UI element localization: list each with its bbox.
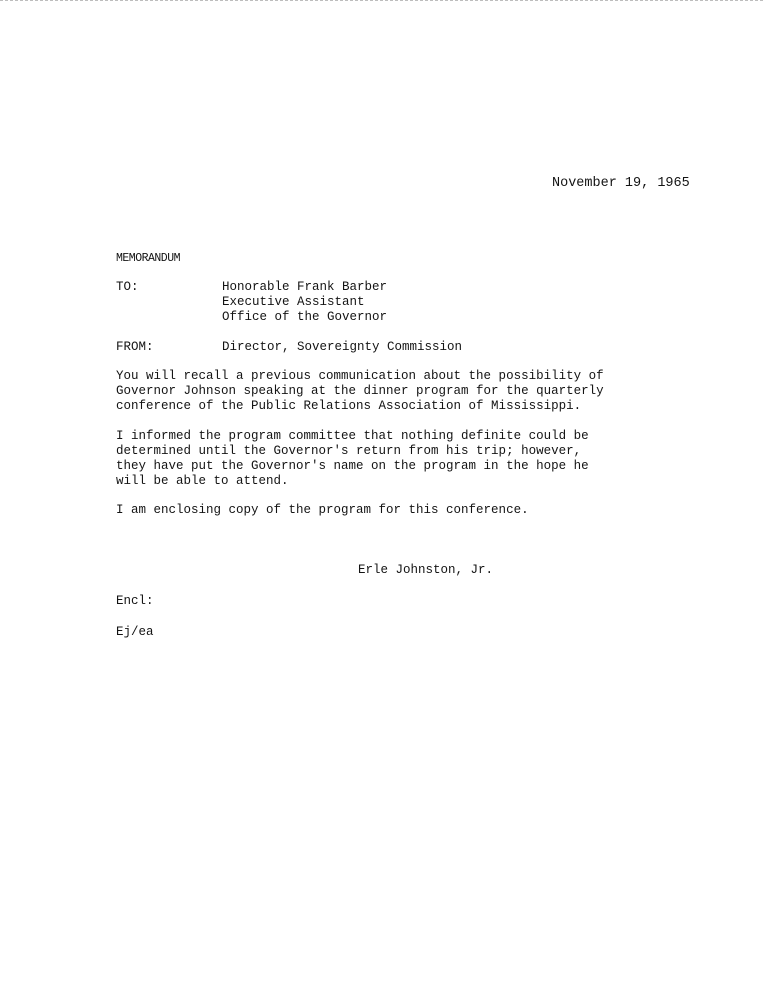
paragraph-line: conference of the Public Relations Association of Mississippi. (116, 399, 582, 413)
to-label: TO: (116, 280, 139, 294)
body-paragraph-2 (116, 429, 589, 489)
paragraph-line: will be able to attend. (116, 474, 289, 488)
paragraph-line: I informed the program committee that nothing definite could be (116, 429, 589, 443)
to-line-name: Honorable Frank Barber (222, 280, 388, 294)
from-label: FROM: (116, 340, 154, 354)
body-paragraph-1 (116, 369, 604, 414)
paragraph-line: You will recall a previous communication about the possibility of (116, 369, 604, 383)
paragraph-line: they have put the Governor's name on the program in the hope he (116, 459, 589, 473)
body-paragraph-3 (116, 503, 529, 518)
paragraph-line: Governor Johnson speaking at the dinner program for the quarterly (116, 384, 604, 398)
enclosure-note: Encl: (116, 594, 154, 608)
page-top-edge (0, 0, 763, 1)
memo-title: MEMORANDUM (116, 252, 181, 265)
from-value: Director, Sovereignty Commission (222, 340, 463, 354)
to-line-office: Office of the Governor (222, 310, 388, 324)
signature: Erle Johnston, Jr. (358, 563, 494, 577)
memo-date: November 19, 1965 (552, 176, 690, 191)
paragraph-line: determined until the Governor's return from his trip; however, (116, 444, 582, 458)
typist-initials: Ej/ea (116, 625, 154, 639)
to-line-title: Executive Assistant (222, 295, 365, 309)
paragraph-line: I am enclosing copy of the program for this conference. (116, 503, 529, 517)
